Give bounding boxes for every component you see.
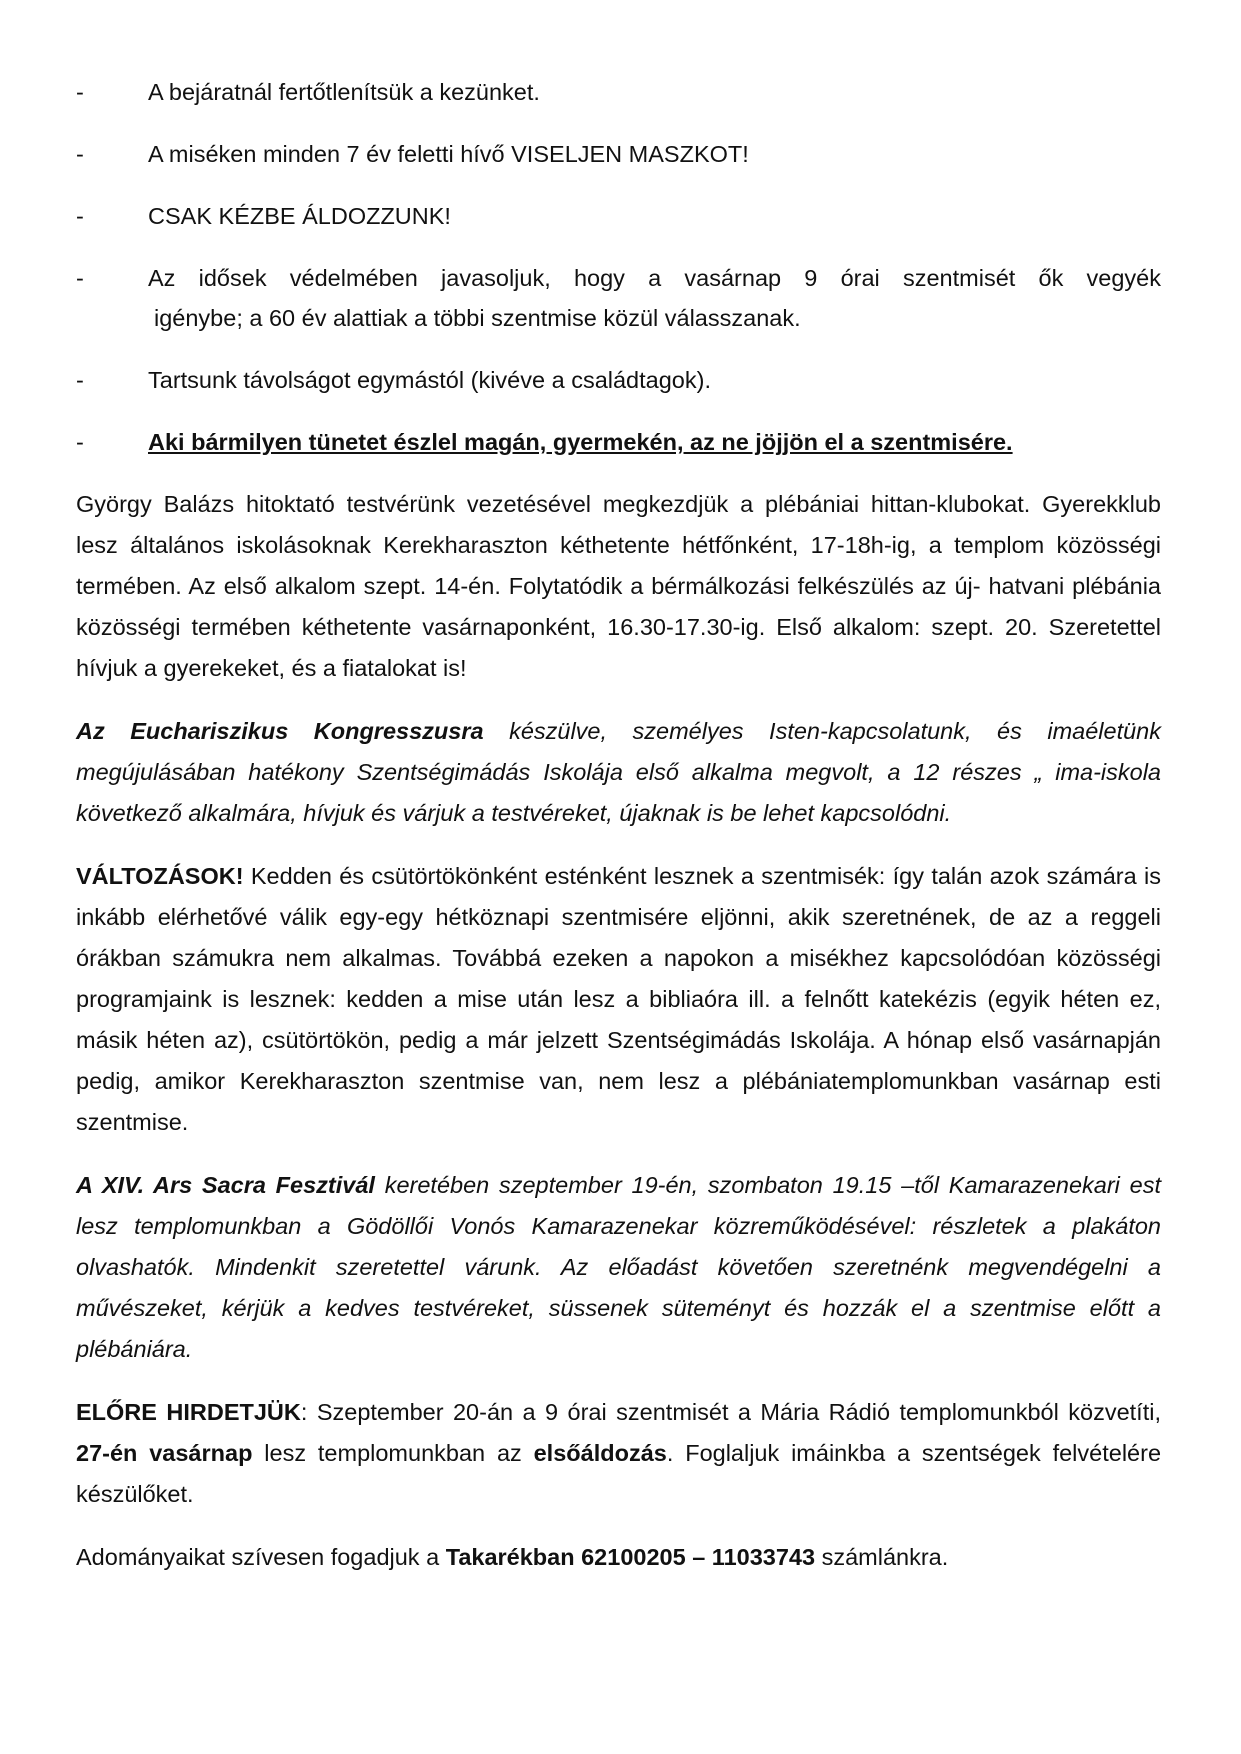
list-item <box>76 422 1161 462</box>
announcement-paragraph <box>76 1392 1161 1515</box>
first-communion: elsőáldozás <box>533 1440 667 1466</box>
donation-paragraph <box>76 1537 1161 1578</box>
list-item-text: Tartsunk távolságot egymástól (kivéve a családtagok). <box>148 367 711 393</box>
bullet-dash: - <box>76 429 84 455</box>
changes-paragraph <box>76 856 1161 1143</box>
list-item-text: A miséken minden 7 év feletti hívő VISELJEN MASZKOT! <box>148 141 749 167</box>
bullet-dash: - <box>76 203 84 229</box>
list-item-text-warning: Aki bármilyen tünetet észlel magán, gyermekén, az ne jöjjön el a szentmisére. <box>148 429 1013 455</box>
list-item-continuation: igénybe; a 60 év alattiak a többi szentmise közül válasszanak. <box>154 305 801 331</box>
announcement-text-1: : Szeptember 20-án a 9 órai szentmisét a Mária Rádió templomunkból közvetíti, <box>300 1399 1161 1425</box>
eucharistic-lead: Az Euchariszikus Kongresszusra <box>76 718 484 744</box>
festival-text: keretében szeptember 19-én, szombaton 19.15 –től Kamarazenekari est lesz templomunkban a Gödöllői Vonós Kamarazenekar közreműködésével: részletek a plakáton olvashatók. Mindenkit szeretettel várunk. Az előadást követően szeretnénk megvendégelni a művészeket, kérjük a kedves testvéreket, süssenek süteményt és hozzák el a szentmise előtt a plébániára. <box>76 1172 1162 1362</box>
bank-account: Takarékban 62100205 – 11033743 <box>445 1544 816 1570</box>
bullet-dash: - <box>76 79 84 105</box>
eucharistic-text: készülve, személyes Isten-kapcsolatunk, és imaéletünk megújulásában hatékony Szentségimádás Iskolája első alkalma megvolt, a 12 részes „ ima-iskola következő alkalmára, hívjuk és várjuk a testvéreket, újaknak is be lehet kapcsolódni. <box>76 718 1161 826</box>
changes-text: Kedden és csütörtökönként esténként lesznek a szentmisék: így talán azok számára is inkább elérhetővé válik egy-egy hétköznapi szentmisére eljönni, akik szeretnének, de az a reggeli órákban számukra nem alkalmas. Továbbá ezeken a napokon a misékhez kapcsolódóan közösségi programjaink is lesznek: kedden a mise után lesz a bibliaóra ill. a felnőtt katekézis (egyik héten ez, másik héten az), csütörtökön, pedig a már jelzett Szentségimádás Iskolája. A hónap első vasárnapján pedig, amikor Kerekharaszton szentmise van, nem lesz a plébániatemplomunkban vasárnap esti szentmise. <box>76 863 1161 1135</box>
list-item <box>76 72 1161 112</box>
changes-lead: VÁLTOZÁSOK! <box>76 863 244 889</box>
list-item <box>76 196 1161 236</box>
list-item-text: A bejáratnál fertőtlenítsük a kezünket. <box>148 79 540 105</box>
bullet-dash: - <box>76 367 84 393</box>
bullet-dash: - <box>76 265 84 291</box>
list-item-text: CSAK KÉZBE ÁLDOZZUNK! <box>148 203 451 229</box>
eucharistic-paragraph <box>76 711 1161 834</box>
announcement-text-3: . Foglaljuk imáinkba a szentségek felvételére készülőket. <box>76 1440 1162 1507</box>
announcement-text-2: lesz templomunkban az <box>252 1440 534 1466</box>
list-item <box>76 258 1161 338</box>
bullet-dash: - <box>76 141 84 167</box>
hittan-paragraph: György Balázs hitoktató testvérünk vezetésével megkezdjük a plébániai hittan-klubokat. Gyerekklub lesz általános iskolásoknak Kerekharaszton kéthetente hétfőnként, 17-18h-ig, a templom közösségi termében. Az első alkalom szept. 14-én. Folytatódik a bérmálkozási felkészülés az új- hatvani plébánia közösségi termében kéthetente vasárnaponként, 16.30-17.30-ig. Első alkalom: szept. 20. Szeretettel hívjuk a gyerekeket, és a fiatalokat is! <box>76 491 1161 681</box>
festival-lead: A XIV. Ars Sacra Fesztivál <box>76 1172 375 1198</box>
donation-text-1: Adományaikat szívesen fogadjuk a <box>76 1544 446 1570</box>
festival-paragraph <box>76 1165 1161 1370</box>
list-item-text-wrapper <box>148 258 1161 338</box>
rules-list <box>76 72 1161 462</box>
announcement-lead: ELŐRE HIRDETJÜK <box>76 1399 301 1425</box>
list-item <box>76 134 1161 174</box>
list-item-text: Az idősek védelmében javasoljuk, hogy a vasárnap 9 órai szentmisét ők vegyék <box>148 265 1161 291</box>
list-item <box>76 360 1161 400</box>
announcement-date: 27-én vasárnap <box>76 1440 253 1466</box>
donation-text-2: számlánkra. <box>815 1544 949 1570</box>
